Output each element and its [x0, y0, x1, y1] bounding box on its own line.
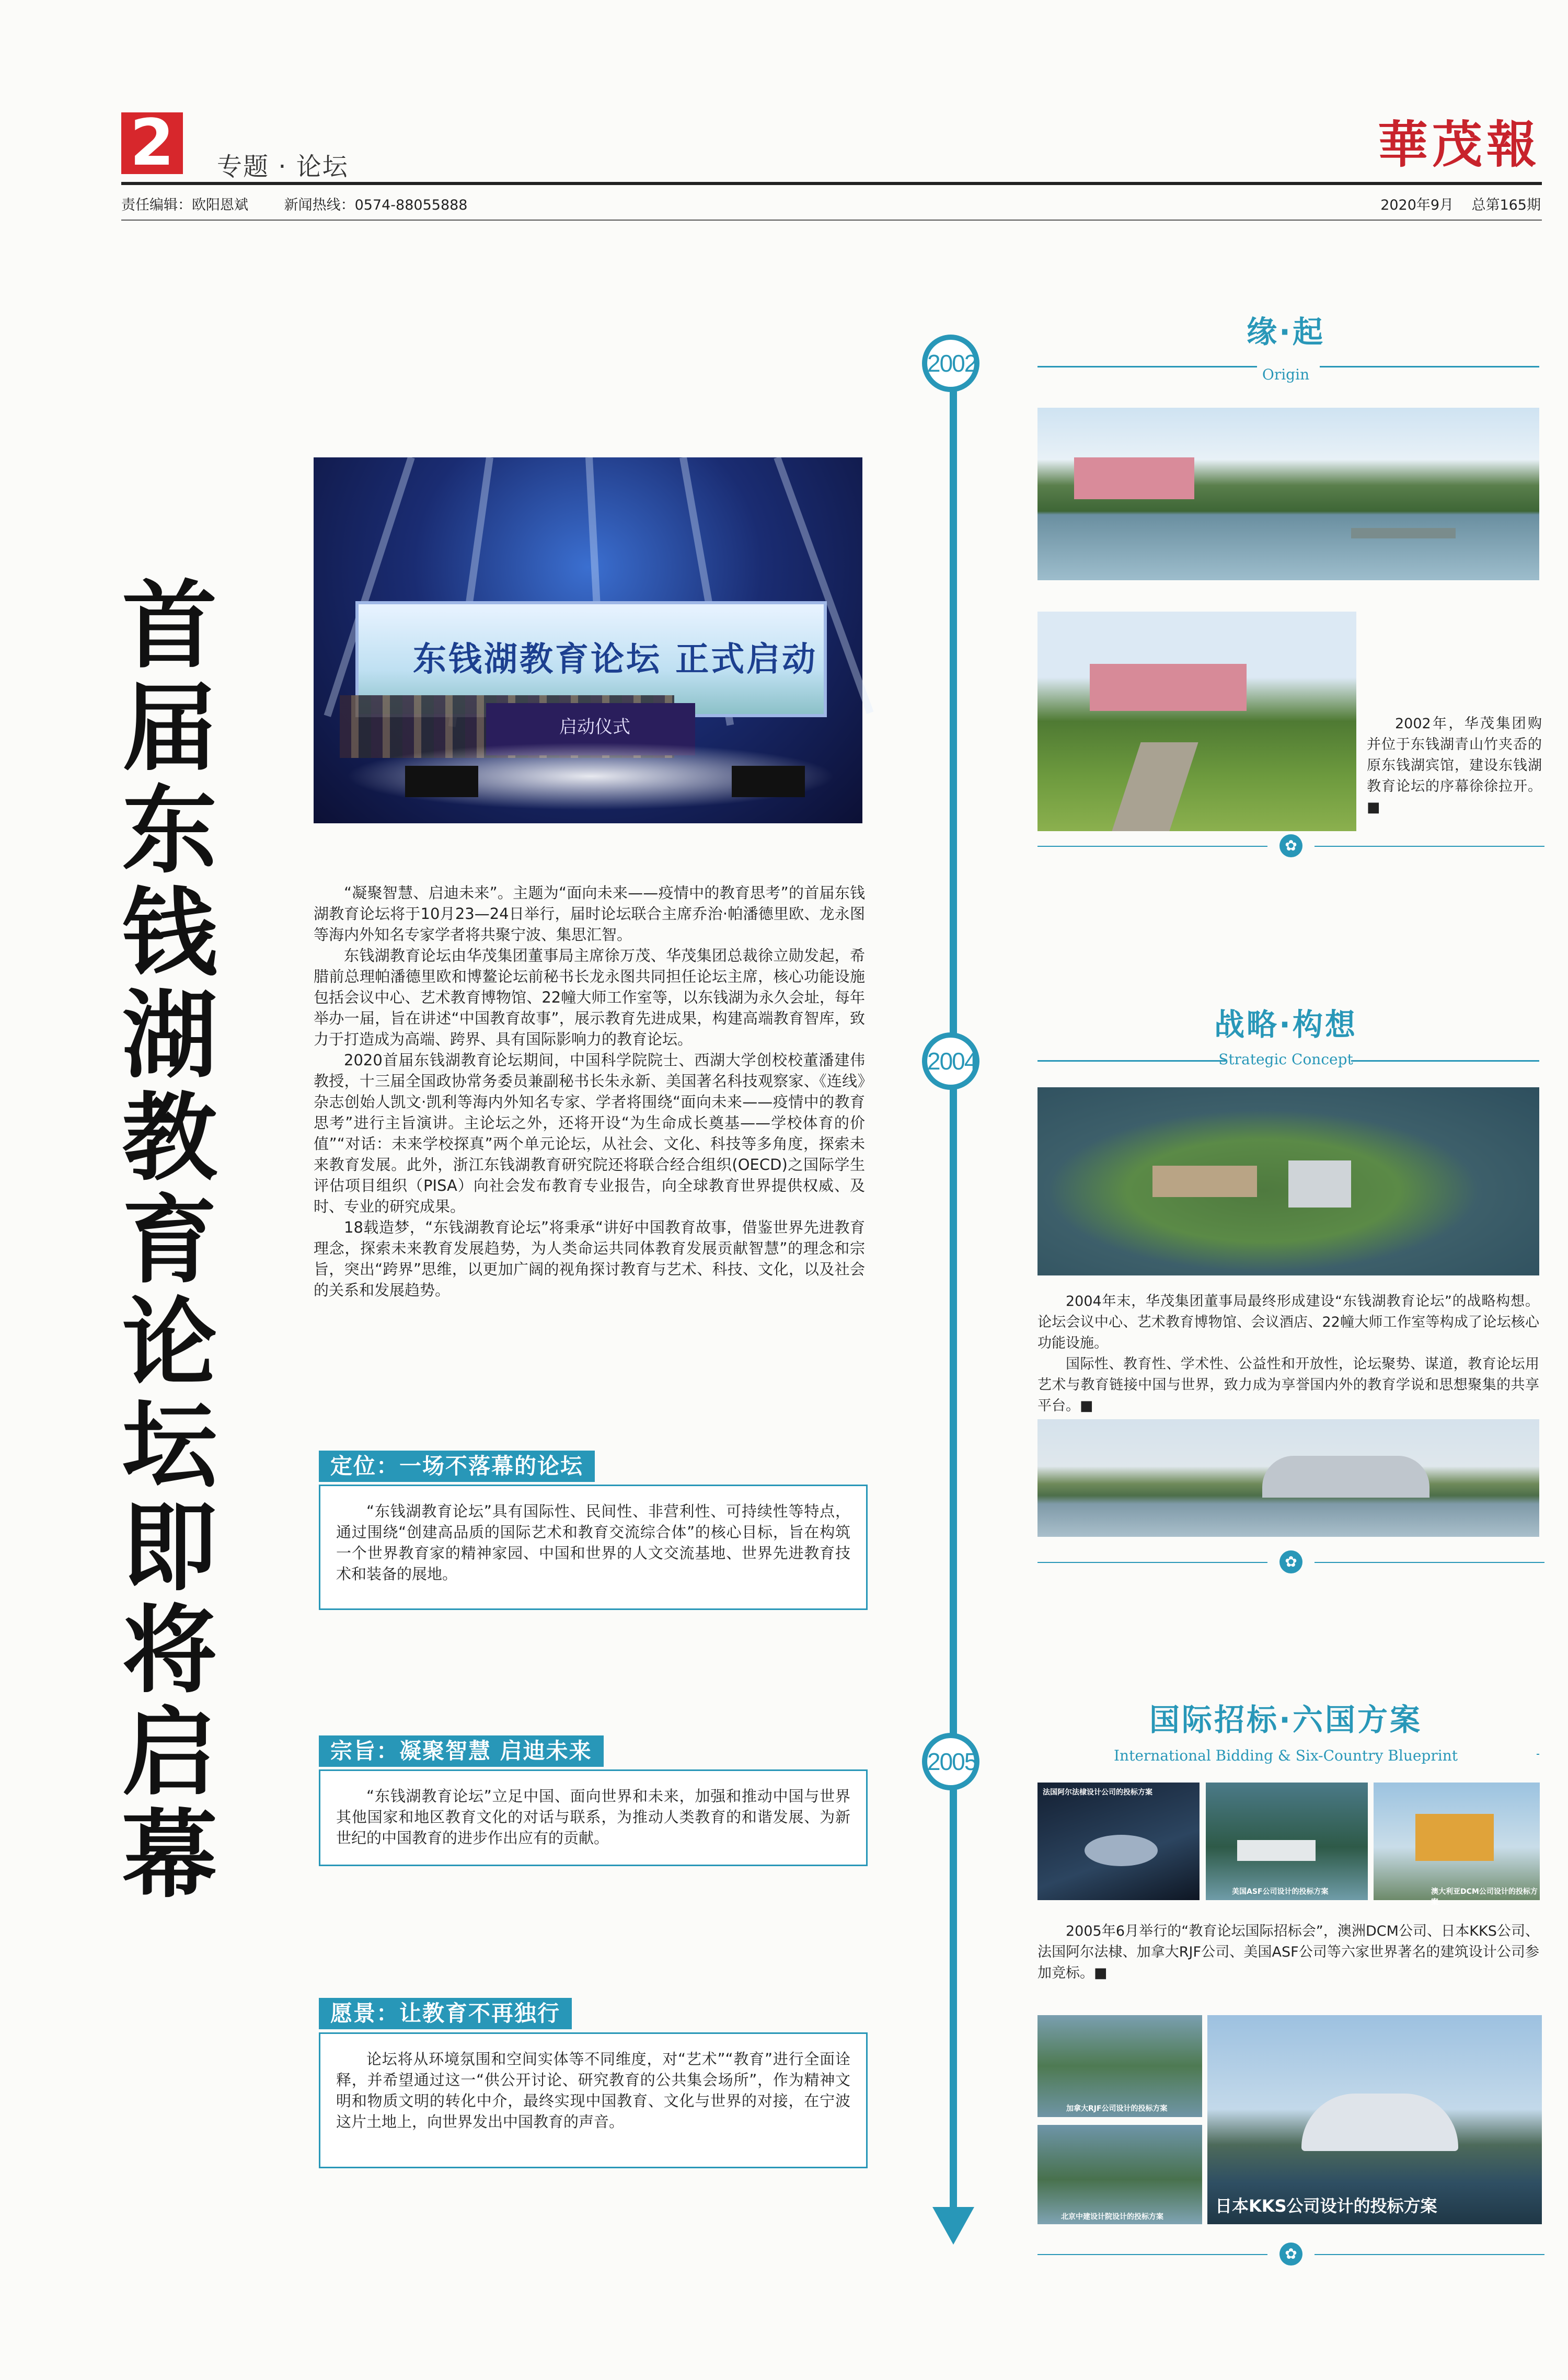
year-marker-2005: 2005 — [922, 1733, 979, 1790]
bid-label: 美国ASF公司设计的投标方案 — [1232, 1888, 1329, 1896]
section-subtitle-origin: Origin — [1262, 366, 1310, 383]
mission-text: “东钱湖教育论坛”立足中国、面向世界和未来，加强和推动中国与世界其他国家和地区教育文化的对话与联系，为推动人类教育的和谐发展、为新世纪的中国教育的进步作出应有的贡献。 — [336, 1787, 850, 1847]
photo-hotel-garden — [1037, 612, 1356, 831]
logo-badge: ✿ — [1279, 1550, 1302, 1573]
text-2004-paragraph: 2004年末，华茂集团董事局最终形成建设“东钱湖教育论坛”的战略构想。论坛会议中心、艺术教育博物馆、会议酒店、22幢大师工作室等构成了论坛核心功能设施。 — [1037, 1293, 1539, 1351]
header-subrule — [121, 220, 1542, 221]
bid-label-japan: 日本KKS公司设计的投标方案 — [1215, 2196, 1437, 2216]
section-title-strategic: 战略·构想 — [1214, 1007, 1358, 1042]
logo-badge: ✿ — [1279, 834, 1302, 857]
section-subtitle-bidding: International Bidding & Six-Country Blueprint — [1035, 1747, 1537, 1765]
header-rule — [121, 182, 1542, 185]
timeline-line — [950, 363, 957, 2211]
caption-2002-text: 2002年，华茂集团购并位于东钱湖青山竹夹岙的原东钱湖宾馆，建设东钱湖教育论坛的序幕徐徐拉开。■ — [1367, 716, 1542, 815]
mission-box — [319, 1769, 868, 1866]
launch-panel-text: 启动仪式 — [559, 717, 630, 738]
bid-label: 澳大利亚DCM公司设计的投标方案 — [1431, 1888, 1538, 1906]
header-meta-left — [121, 193, 499, 214]
section-title-bidding: 国际招标·六国方案 — [1149, 1702, 1423, 1738]
header-meta-right — [1380, 193, 1541, 214]
stage-speaker — [732, 766, 805, 797]
hero-photo-launch-ceremony — [314, 457, 862, 823]
main-headline: 首届东钱湖教育论坛即将启幕 — [107, 575, 217, 1907]
photo-bid-france — [1037, 1783, 1200, 1900]
section-end-rule — [1037, 1562, 1267, 1563]
section-end-rule — [1037, 846, 1267, 847]
section-end-rule — [1315, 2254, 1544, 2255]
photo-bid-japan — [1207, 2015, 1542, 2224]
article-paragraph: 东钱湖教育论坛由华茂集团董事局主席徐万茂、华茂集团总裁徐立勋发起，希腊前总理帕潘德里欧和博鳌论坛前秘书长龙永图共同担任论坛主席，核心功能设施包括会议中心、艺术教育博物馆、22幢大师工作室等，以东钱湖为永久会址，每年举办一届，旨在讲述“中国教育故事”，展示教育先进成果，构建高端教育智库，致力于打造成为高端、跨界、具有国际影响力的教育论坛。 — [314, 947, 865, 1048]
issue-number: 总第165期 — [1471, 197, 1541, 213]
bid-label: 法国阿尔法棣设计公司的投标方案 — [1043, 1788, 1152, 1797]
photo-aerial-rendering — [1037, 1087, 1539, 1275]
issue-date: 2020年9月 — [1380, 197, 1454, 213]
stage-screen-text: 东钱湖教育论坛 正式启动 — [413, 640, 818, 679]
article-paragraph: 2020首届东钱湖教育论坛期间，中国科学院院士、西湖大学创校校董潘建伟教授，十三届全国政协常务委员兼副秘书长朱永新、美国著名科技观察家、《连线》杂志创始人凯文·凯利等海内外知名专家、学者将围绕“面向未来——疫情中的教育思考”进行主旨演讲。主论坛之外，还将开设“为生命成长奠基——学校体育的价值”“对话：未来学校探真”两个单元论坛，从社会、文化、科技等多角度，探索未来教育发展。此外，浙江东钱湖教育研究院还将联合经合组织(OECD)之国际学生评估项目组织（PISA）向社会发布教育专业报告，向全球教育世界提供权威、及时、专业的研究成果。 — [314, 1051, 865, 1215]
photo-conference-center-rendering — [1037, 1419, 1539, 1537]
text-2004-paragraph: 国际性、教育性、学术性、公益性和开放性，论坛聚势、谋道，教育论坛用艺术与教育链接中国与世界，致力成为享誉国内外的教育学说和思想聚集的共享平台。■ — [1037, 1356, 1539, 1414]
positioning-title: 定位：一场不落幕的论坛 — [319, 1451, 595, 1482]
vision-box — [319, 2032, 868, 2168]
positioning-box — [319, 1485, 868, 1610]
page-number: 2 — [130, 106, 175, 180]
article-paragraph: “凝聚智慧、启迪未来”。主题为“面向未来——疫情中的教育思考”的首届东钱湖教育论坛将于10月23—24日举行，届时论坛联合主席乔治·帕潘德里欧、龙永图等海内外知名专家学者将共聚宁波、集思汇智。 — [314, 884, 865, 944]
photo-bid-beijing — [1037, 2125, 1202, 2224]
page-number-badge — [121, 106, 183, 180]
newspaper-logo: 華茂報 — [1378, 115, 1541, 174]
logo-badge: ✿ — [1279, 2243, 1302, 2266]
photo-bid-australia — [1374, 1783, 1540, 1906]
vision-text: 论坛将从环境氛围和空间实体等不同维度，对“艺术”“教育”进行全面诠释，并希望通过这一“供公开讨论、研究教育的公共集会场所”，作为精神文明和物质文明的转化中介，最终实现中国教育、文化与世界的对接，在宁波这片土地上，向世界发出中国教育的声音。 — [336, 2050, 850, 2131]
positioning-text: “东钱湖教育论坛”具有国际性、民间性、非营利性、可持续性等特点，通过围绕“创建高品质的国际艺术和教育交流综合体”的核心目标，旨在构筑一个世界教育家的精神家园、中国和世界的人文交流基地、世界先进教育技术和装备的展地。 — [336, 1502, 850, 1583]
article-body — [314, 882, 865, 1301]
section-title-origin: 缘·起 — [1246, 314, 1325, 350]
editor-credit: 责任编辑：欧阳恩斌 — [121, 197, 248, 213]
section-end-rule — [1315, 846, 1544, 847]
text-2005-paragraph: 2005年6月举行的“教育论坛国际招标会”，澳洲DCM公司、日本KKS公司、法国阿尔法棣、加拿大RJF公司、美国ASF公司等六家世界著名的建筑设计公司参加竞标。■ — [1037, 1923, 1539, 1981]
photo-lakeside-hotel — [1037, 408, 1539, 580]
timeline-arrow — [932, 2207, 974, 2245]
bid-label: 加拿大RJF公司设计的投标方案 — [1066, 2105, 1168, 2113]
section-subtitle-strategic: Strategic Concept — [1218, 1051, 1353, 1068]
year-marker-2004: 2004 — [922, 1032, 979, 1090]
photo-bid-canada — [1037, 2015, 1202, 2117]
photo-bid-usa — [1206, 1783, 1368, 1900]
section-end-rule — [1315, 1562, 1544, 1563]
caption-2002 — [1367, 714, 1542, 818]
text-2005 — [1037, 1921, 1539, 1984]
bid-label: 北京中建设计院设计的投标方案 — [1061, 2213, 1163, 2221]
news-hotline: 新闻热线：0574-88055888 — [284, 197, 468, 213]
section-title: 专题 · 论坛 — [217, 152, 349, 181]
article-paragraph: 18载造梦，“东钱湖教育论坛”将秉承“讲好中国教育故事，借鉴世界先进教育理念，探索未来教育发展趋势，为人类命运共同体教育发展贡献智慧”的理念和宗旨，突出“跨界”思维，以更加广阔的视角探讨教育与艺术、科技、文化，以及社会的关系和发展趋势。 — [314, 1218, 865, 1299]
vision-title: 愿景：让教育不再独行 — [319, 1998, 572, 2029]
text-2004 — [1037, 1291, 1539, 1417]
mission-title: 宗旨：凝聚智慧 启迪未来 — [319, 1735, 604, 1767]
year-marker-2002: 2002 — [922, 335, 979, 392]
section-end-rule — [1037, 2254, 1267, 2255]
stage-speaker — [405, 766, 478, 797]
